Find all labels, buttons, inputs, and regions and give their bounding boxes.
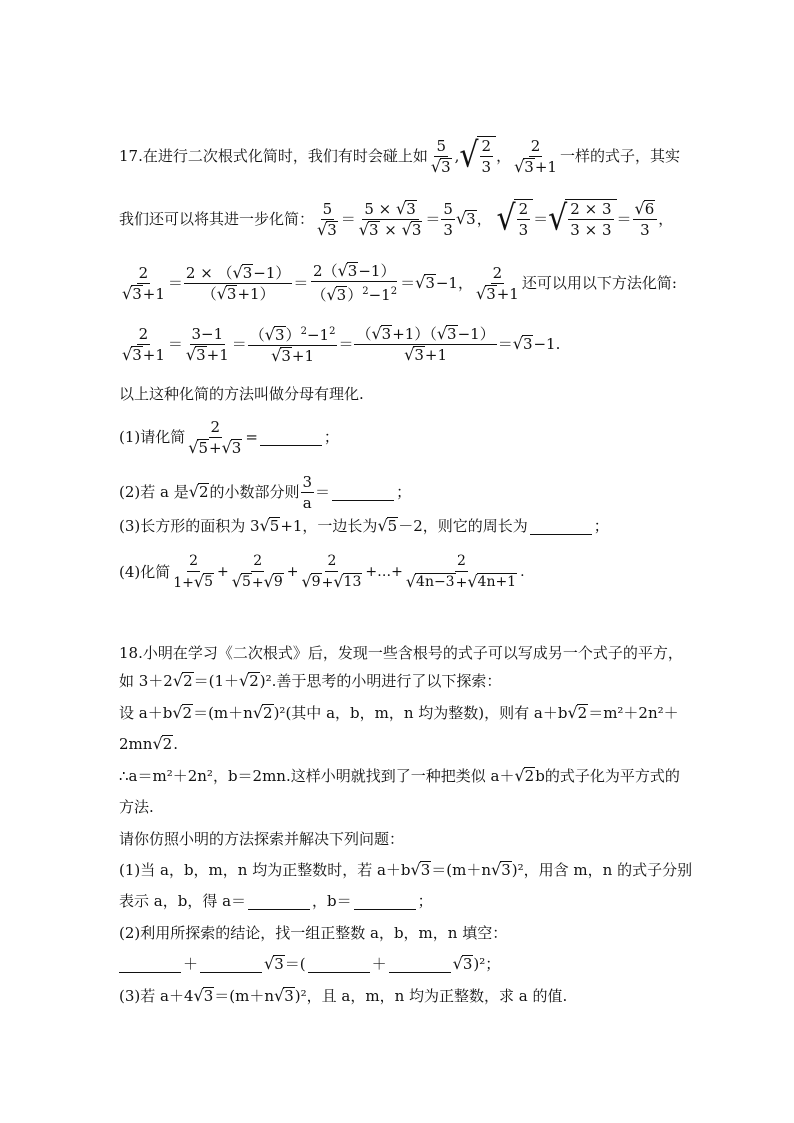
- q17-line3-text: 还可以用以下方法化简:: [521, 274, 677, 292]
- q17-part-1: (1)请化简 2 √ 5 + √ 3 = ；: [119, 417, 339, 457]
- math-expr: 2 √ 5 + √ 3: [188, 417, 242, 457]
- q18-p3-text: ＝(m＋n: [214, 987, 275, 1005]
- q18-text: ∴a＝m²＋2n²，b＝2mn.这样小明就找到了一种把类似 a＋: [119, 767, 515, 785]
- math-expr: $\frac{3}{a}$ ＝: [302, 472, 331, 512]
- q18-text: ＝(m＋n: [193, 704, 253, 722]
- math-expr: √ 3: [193, 986, 214, 1005]
- q17-p1-eq: =: [245, 428, 258, 446]
- q18-p2-text: (2)利用所探索的结论，找一组正整数 a，b，m，n 填空：: [119, 924, 508, 942]
- math-expr: √ 3: [410, 860, 431, 879]
- q17-line-3: [119, 262, 744, 304]
- q18-line-6: [119, 796, 744, 818]
- answer-blank[interactable]: [530, 518, 592, 535]
- math-expr: 5 √ 3 ＝ 5 × √ 3 √ 3 × √ 3 ＝ $\frac{5}{3}$ √ 3 ， √ $\frac{2}{3}$ ＝ √ $\frac{2 \times 3}{3 \times 3}$ ＝ √ 6 3 ，: [317, 198, 674, 239]
- q18-p1-text: (1)当 a，b，m，n 均为正整数时，若 a＋b: [119, 861, 411, 879]
- answer-blank[interactable]: [200, 956, 262, 973]
- q17-rationalize-text: 以上这种化简的方法叫做分母有理化.: [119, 385, 364, 403]
- q18-part-1-cont: 表示 a，b，得 a＝ ，b＝ ；: [119, 892, 433, 910]
- q18-p1-text: ，b＝: [312, 892, 352, 910]
- answer-blank[interactable]: [389, 956, 451, 973]
- q18-line-7: [119, 828, 744, 850]
- q17-line-1: [119, 136, 744, 176]
- q18-part-1: [119, 859, 744, 881]
- answer-blank[interactable]: [119, 956, 181, 973]
- q17-p3-text: (3)长方形的面积为 3: [119, 517, 260, 535]
- answer-blank[interactable]: [308, 956, 370, 973]
- q17-p2-text: (2)若 a 是: [119, 483, 189, 501]
- q17-part-2: (2)若 a 是 √ 2 的小数部分则 $\frac{3}{a}$ ＝ ；: [119, 472, 412, 512]
- q17-line-5: [119, 383, 744, 405]
- q18-p1-text: )²，用含 m，n 的式子分别: [511, 861, 693, 879]
- q17-p3-text-2: +1，一边长为: [280, 517, 378, 535]
- q18-text: 请你仿照小明的方法探索并解决下列问题：: [119, 830, 405, 848]
- math-expr: √ 5: [259, 516, 280, 535]
- q17-p1-text: (1)请化简: [119, 428, 186, 446]
- q18-text: 设 a＋b: [119, 704, 173, 722]
- q17-line-2: [119, 197, 744, 241]
- q17-part-3: (3)长方形的面积为 3 √ 5 +1，一边长为 √ 5 －2，则它的周长为 ；: [119, 516, 609, 535]
- q18-text: ＝m²＋2n²＋: [588, 704, 679, 722]
- answer-blank[interactable]: [248, 893, 310, 910]
- math-expr: √ 3: [274, 986, 294, 1005]
- q18-part-3: [119, 985, 744, 1007]
- q18-part-2: [119, 922, 744, 944]
- q18-line-4: [119, 733, 744, 755]
- math-expr: √ 2: [172, 671, 193, 690]
- q18-line-1: [119, 642, 744, 664]
- math-expr: √ 2: [188, 482, 209, 501]
- math-expr: √ 5: [377, 516, 398, 535]
- q18-part-2-fill: ＋ √ 3 ＝( ＋ √ 3 )²；: [119, 953, 744, 975]
- q18-text: 2mn: [119, 735, 153, 753]
- q18-text: )².善于思考的小明进行了以下探索：: [259, 672, 502, 690]
- q18-line-5: [119, 765, 744, 787]
- math-expr: 2 √ 3 +1 ＝ 2 × （ √ 3 −1） （ √ 3 +1） ＝ 2（ √ 3 −1） （ √ 3 ）$^2-1^2$ ＝ √ 3 −1， 2 √ 3 +1: [122, 261, 519, 304]
- answer-blank[interactable]: [354, 893, 416, 910]
- answer-blank[interactable]: [332, 484, 394, 501]
- math-expr: √ 2 b: [514, 766, 545, 785]
- q17-intro-text-2: 一样的式子，其实: [559, 147, 680, 165]
- q18-line-2: [119, 670, 744, 692]
- q17-p3-text-3: －2，则它的周长为: [398, 517, 528, 535]
- q17-line-4: [119, 323, 744, 365]
- q18-text: 的式子化为平方式的: [544, 767, 680, 785]
- q18-p1-text: 表示 a，b，得 a＝: [119, 892, 247, 910]
- q18-text: 18.小明在学习《二次根式》后，发现一些含根号的式子可以写成另一个式子的平方，: [119, 644, 683, 662]
- math-expr: √ 2: [252, 703, 273, 722]
- q18-p3-text: (3)若 a＋4: [119, 987, 194, 1005]
- q17-line2-text: 我们还可以将其进一步化简：: [119, 210, 315, 228]
- math-expr: √ 2: [172, 703, 193, 722]
- math-expr: 2 1+ √ 5 + 2 √ 5 + √ 9 + 2 √ 9 + √ 13 +…+ 2 √ 4n−3 + √ 4n+1 .: [173, 553, 525, 591]
- q17-part-4: [119, 551, 744, 593]
- q18-text: )²(其中 a，b，m，n 均为整数)，则有 a＋b: [273, 704, 568, 722]
- answer-blank[interactable]: [260, 429, 322, 446]
- math-expr: √ 2: [567, 703, 588, 722]
- q18-text: 方法.: [119, 798, 154, 816]
- q17-intro-text: 17.在进行二次根式化简时，我们有时会碰上如: [119, 147, 428, 165]
- q18-line-3: [119, 702, 744, 724]
- q18-p1-text: ＝(m＋n: [431, 861, 492, 879]
- math-expr: √ 3 )²；: [452, 954, 501, 973]
- math-expr: √ 3: [491, 860, 511, 879]
- q17-p4-text: (4)化简: [119, 563, 171, 581]
- q18-text: 如 3＋2: [119, 672, 173, 690]
- math-expr: 2 √ 3 +1 ＝ 3−1 √ 3 +1 ＝ （ √ 3 ）$^2-1^2$ √ 3 +1 ＝ （ √ 3 +1）（ √ 3 −1） √ 3 +1 ＝ √ 3 −1.: [122, 323, 561, 365]
- math-expr: √ 2 .: [152, 734, 178, 753]
- math-expr: √ 3 ＝(: [264, 954, 306, 973]
- q18-p3-text: )²，且 a，m，n 均为正整数，求 a 的值.: [294, 987, 568, 1005]
- q18-text: ＝(1＋: [193, 672, 240, 690]
- q17-p2-text-2: 的小数部分则: [209, 483, 300, 501]
- math-expr: 5 √ 3 , √ $\frac{2}{3}$ ， 2 √ 3 +1: [430, 135, 557, 176]
- math-expr: √ 2: [239, 671, 259, 690]
